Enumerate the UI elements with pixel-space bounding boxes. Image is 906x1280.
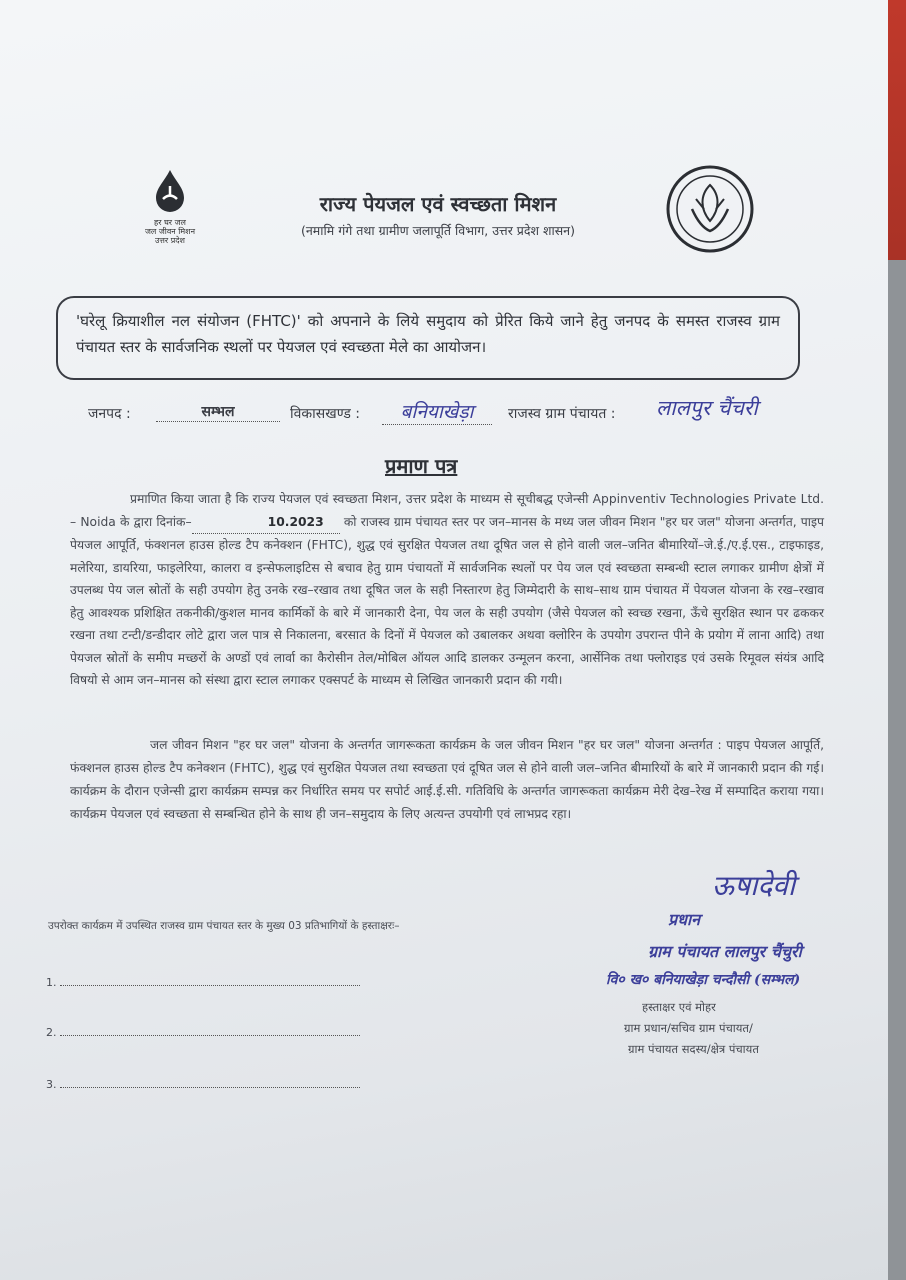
handwritten-signature: ऊषादेवी: [712, 869, 796, 902]
stamp-line-3: वि० ख० बनियाखेड़ा चन्दौसी (सम्भल): [606, 972, 801, 988]
attendees-heading: उपरोक्त कार्यक्रम में उपस्थित राजस्व ग्राम पंचायत स्तर के मुख्य 03 प्रतिभागियों के हस्ताक्षरः–: [48, 920, 400, 932]
location-row: [88, 398, 848, 432]
signature-role-2: ग्राम पंचायत सदस्य/क्षेत्र पंचायत: [628, 1042, 759, 1056]
logo-text-1: हर घर जल: [154, 218, 186, 227]
event-description-box: 'घरेलू क्रियाशील नल संयोजन (FHTC)' को अपनाने के लिये समुदाय को प्रेरित किये जाने हेतु जनपद के समस्त राजस्व ग्राम पंचायत स्तर के सार्वजनिक स्थलों पर पेयजल एवं स्वच्छता मेले का आयोजन।: [56, 296, 800, 380]
event-date: 10.2023: [192, 511, 340, 535]
background-red-edge: [888, 0, 906, 260]
water-drop-icon: [150, 168, 190, 214]
block-value: बनियाखेड़ा: [382, 398, 492, 425]
attendee-signature-line-3: 3.: [46, 1078, 360, 1091]
district-value: सम्भल: [156, 402, 280, 422]
logo-text-3: उत्तर प्रदेश: [155, 236, 185, 245]
up-government-seal-icon: [666, 165, 754, 253]
jal-jeevan-mission-logo: [130, 168, 210, 245]
certificate-paragraph-2: जल जीवन मिशन "हर घर जल" योजना के अन्तर्गत जागरूकता कार्यक्रम के जल जीवन मिशन "हर घर जल" योजना अन्तर्गत : पाइप पेयजल आपूर्ति, फंक्शनल हाउस होल्ड टैप कनेक्शन (FHTC), शुद्ध एवं सुरक्षित पेयजल तथा स्वच्छता एवं दूषित जल से होने वाली जल–जनित बीमारियों के बारे में जानकारी प्रदान की गई। कार्यक्रम के दौरान एजेन्सी द्वारा कार्यक्रम सम्पन्न कर निर्धारित समय पर सपोर्ट आई.ई.सी. गतिविधि के अन्तर्गत जागरूकता कार्यक्रम मेरी देख–रेख में सम्पादित कराया गया। कार्यक्रम पेयजल एवं स्वच्छता से सम्बन्धित होने के साथ ही जन–समुदाय के लिए अत्यन्त उपयोगी एवं लाभप्रद रहा।: [70, 738, 824, 821]
para1-text-after-date: को राजस्व ग्राम पंचायत स्तर पर जन–मानस के मध्य जल जीवन मिशन "हर घर जल" योजना अन्तर्गत, पाइप पेयजल आपूर्ति, फंक्शनल हाउस होल्ड टैप कनेक्शन (FHTC), शुद्ध एवं सुरक्षित पेयजल तथा दूषित जल से होने वाली जल–जनित बीमारियों–जे.ई./ए.ई.एस., टाइफाइड, मलेरिया, डायरिया, फाइलेरिया, कालरा व इन्सेफलाइटिस से बचाव हेतु ग्राम पंचायतों में सार्वजनिक स्थलों पर पेय जल एवं स्वच्छता सम्बन्धी स्टाल लगाकर ग्रामीण क्षेत्रों में उपलब्ध पेय जल स्रोतों के सही उपयोग हेतु उनके रख–रखाव तथा दूषित जल के सही निस्तारण हेतु जिम्मेदारी के साथ–साथ ग्राम पंचायत में पेयजल योजना के रख–रखाव हेतु आवश्यक प्रशिक्षित तकनीकी/कुशल मानव कार्मिकों के बारे में जानकारी देना, पेय जल के सही उपयोग (जैसे पेयजल को स्वच्छ रखना, ऊँचे सुरक्षित स्थान पर ढककर रखना तथा टन्टी/डन्डीदार लोटे द्वारा जल पात्र से निकालना, बरसात के दिनों में पेयजल को उबालकर अथवा क्लोरिन के उपयोग उपरान्त पीने के प्रयोग में लाना आदि) तथा पेयजल स्रोतों के समीप मच्छरों के अण्डों एवं लार्वा का कैरोसीन तेल/मोबिल ऑयल आदि डालकर उन्मूलन करना, आर्सेनिक तथा फ्लोराइड एवं उसके रिमूवल संयंत्र आदि विषयो से आम जन–मानस को संस्था द्वारा स्टाल लगाकर एक्सपर्ट के माध्यम से लिखित जानकारी प्रदान की गयी।: [70, 514, 825, 687]
signature-role-1: ग्राम प्रधान/सचिव ग्राम पंचायत/: [624, 1021, 753, 1035]
mission-title: राज्य पेयजल एवं स्वच्छता मिशन: [319, 192, 557, 216]
para1-text-before-date: प्रमाणित किया जाता है कि राज्य पेयजल एवं स्वच्छता मिशन, उत्तर प्रदेश के माध्यम से सूचीबद्ध एजेन्सी Appinventiv Technologies Private Ltd. – Noida के द्वारा दिनांक–: [70, 492, 824, 529]
stamp-line-1: प्रधान: [668, 910, 700, 929]
panchayat-label: राजस्व ग्राम पंचायत :: [508, 406, 616, 422]
block-label: विकासखण्ड :: [290, 406, 361, 422]
district-label: जनपद :: [88, 406, 131, 422]
certificate-title: प्रमाण पत्र: [385, 454, 458, 478]
stamp-line-2: ग्राम पंचायत लालपुर चैंचुरी: [648, 942, 802, 961]
panchayat-value: लालपुर चैंचरी: [656, 396, 758, 420]
attendee-signature-line-2: 2.: [46, 1026, 360, 1039]
attendee-signature-line-1: 1.: [46, 976, 360, 989]
certificate-paragraph-1: [70, 488, 824, 692]
mission-subtitle: (नमामि गंगे तथा ग्रामीण जलापूर्ति विभाग, उत्तर प्रदेश शासन): [300, 223, 575, 238]
signature-label: हस्ताक्षर एवं मोहर: [642, 1000, 716, 1014]
logo-text-2: जल जीवन मिशन: [144, 227, 196, 236]
